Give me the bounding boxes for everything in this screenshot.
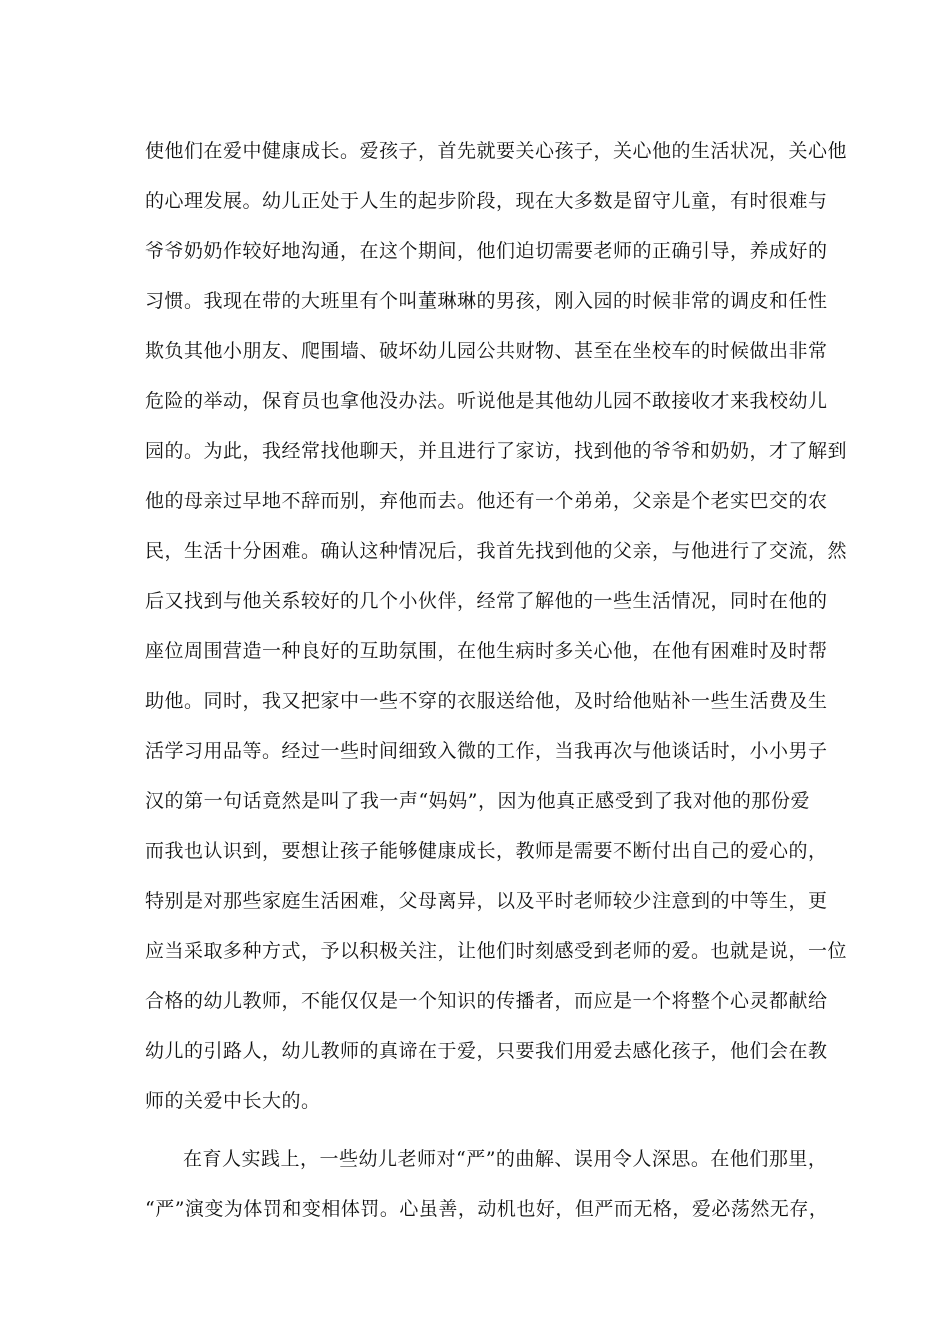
paragraph-1-line: 幼儿的引路人，幼儿教师的真谛在于爱，只要我们用爱去感化孩子，他们会在教	[145, 1040, 828, 1062]
paragraph-2-line: “严”演变为体罚和变相体罚。心虽善，动机也好，但严而无格，爱必荡然无存，	[145, 1198, 829, 1220]
paragraph-1-line: 合格的幼儿教师，不能仅仅是一个知识的传播者，而应是一个将整个心灵都献给	[145, 990, 828, 1012]
paragraph-1-line: 的心理发展。幼儿正处于人生的起步阶段，现在大多数是留守儿童，有时很难与	[145, 190, 828, 212]
paragraph-1-line: 座位周围营造一种良好的互助氛围，在他生病时多关心他，在他有困难时及时帮	[145, 640, 828, 662]
paragraph-1-line: 民，生活十分困难。确认这种情况后，我首先找到他的父亲，与他进行了交流，然	[145, 540, 848, 562]
paragraph-1-line: 应当采取多种方式，予以积极关注，让他们时刻感受到老师的爱。也就是说，一位	[145, 940, 848, 962]
paragraph-1-line: 而我也认识到，要想让孩子能够健康成长，教师是需要不断付出自己的爱心的，	[145, 840, 828, 862]
paragraph-1-last-line: 师的关爱中长大的。	[145, 1090, 321, 1112]
paragraph-1-line: 使他们在爱中健康成长。爱孩子，首先就要关心孩子，关心他的生活状况，关心他	[145, 140, 848, 162]
paragraph-1-line: 危险的举动，保育员也拿他没办法。听说他是其他幼儿园不敢接收才来我校幼儿	[145, 390, 828, 412]
paragraph-1-line: 助他。同时，我又把家中一些不穿的衣服送给他，及时给他贴补一些生活费及生	[145, 690, 828, 712]
paragraph-1-line: 特别是对那些家庭生活困难，父母离异，以及平时老师较少注意到的中等生，更	[145, 890, 828, 912]
paragraph-1-line: 爷爷奶奶作较好地沟通，在这个期间，他们迫切需要老师的正确引导，养成好的	[145, 240, 828, 262]
paragraph-1-line: 汉的第一句话竟然是叫了我一声“妈妈”，因为他真正感受到了我对他的那份爱	[145, 790, 810, 812]
paragraph-1-line: 习惯。我现在带的大班里有个叫董琳琳的男孩，刚入园的时候非常的调皮和任性	[145, 290, 828, 312]
paragraph-2-first-line: 在育人实践上，一些幼儿老师对“严”的曲解、误用令人深思。在他们那里，	[183, 1148, 828, 1170]
paragraph-1-line: 欺负其他小朋友、爬围墙、破坏幼儿园公共财物、甚至在坐校车的时候做出非常	[145, 340, 828, 362]
paragraph-1-line: 园的。为此，我经常找他聊天，并且进行了家访，找到他的爷爷和奶奶，才了解到	[145, 440, 848, 462]
paragraph-1-line: 活学习用品等。经过一些时间细致入微的工作，当我再次与他谈话时，小小男子	[145, 740, 828, 762]
paragraph-1-line: 后又找到与他关系较好的几个小伙伴，经常了解他的一些生活情况，同时在他的	[145, 590, 828, 612]
paragraph-1-line: 他的母亲过早地不辞而别，弃他而去。他还有一个弟弟，父亲是个老实巴交的农	[145, 490, 828, 512]
